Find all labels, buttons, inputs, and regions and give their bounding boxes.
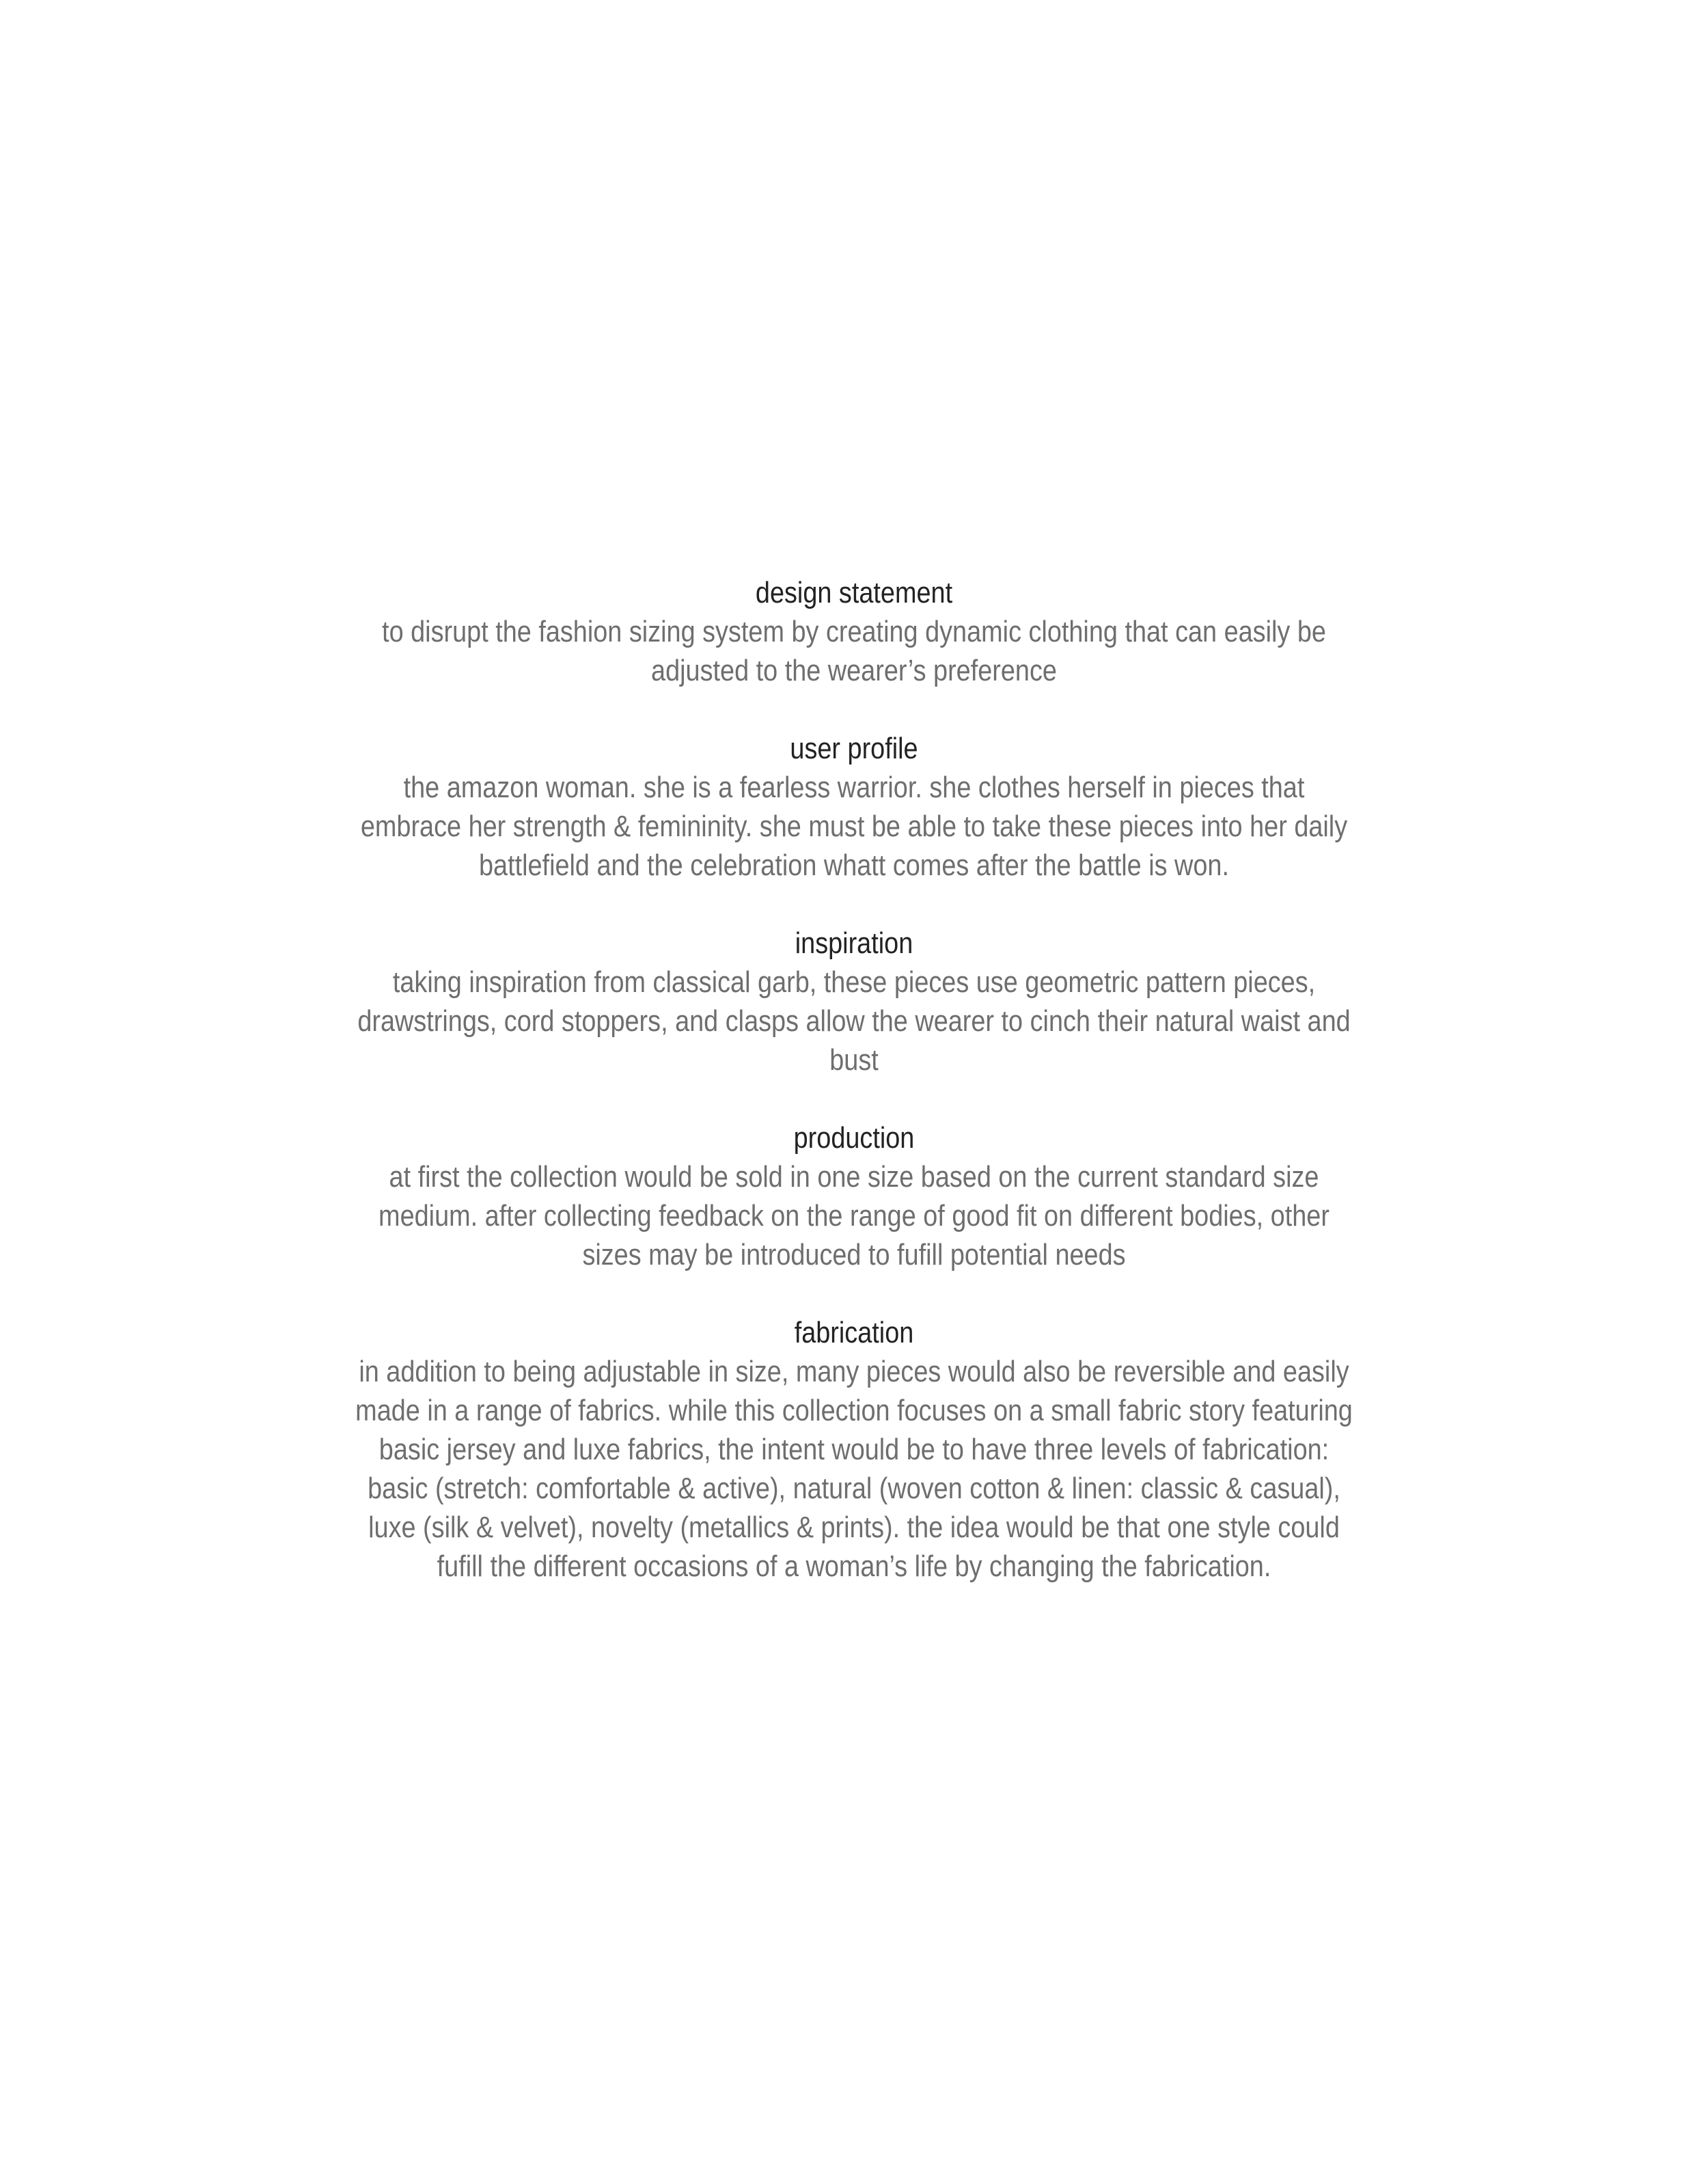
section-user-profile [0, 730, 1708, 885]
section-body-design-statement: to disrupt the fashion sizing system by creating dynamic clothing that can easily be adjusted to the wearer’s preference [382, 615, 1326, 687]
section-design-statement [0, 574, 1708, 690]
section-title-production: production [793, 1121, 915, 1155]
section-inspiration [0, 924, 1708, 1079]
section-body-inspiration: taking inspiration from classical garb, these pieces use geometric pattern pieces, drawstrings, cord stoppers, and clasps allow the wearer to cinch their natural waist and bust [357, 965, 1351, 1077]
section-production [0, 1119, 1708, 1274]
section-fabrication [0, 1314, 1708, 1586]
section-title-fabrication: fabrication [794, 1316, 914, 1349]
section-title-inspiration: inspiration [795, 926, 913, 960]
section-body-fabrication: in addition to being adjustable in size, many pieces would also be reversible and easily made in a range of fabrics. while this collection focuses on a small fabric story featuring basic jersey and luxe fabrics, the intent would be to have three levels of fabrication: basic (stretch: comfortable & active), natural (woven cotton & linen: classic & casual), luxe (silk & velvet), novelty (metallics & prints). the idea would be that one style could fufill the different occasions of a woman’s life by changing the fabrication. [355, 1355, 1353, 1583]
section-body-production: at first the collection would be sold in one size based on the current standard size medium. after collecting feedback on the range of good fit on different bodies, other sizes may be introduced to fufill potential needs [378, 1160, 1330, 1271]
section-title-design-statement: design statement [755, 576, 953, 609]
section-body-user-profile: the amazon woman. she is a fearless warrior. she clothes herself in pieces that embrace her strength & femininity. she must be able to take these pieces into her daily battlefield and the celebration whatt comes after the battle is won. [360, 771, 1348, 882]
section-title-user-profile: user profile [790, 732, 918, 765]
document-content [0, 574, 1708, 1625]
